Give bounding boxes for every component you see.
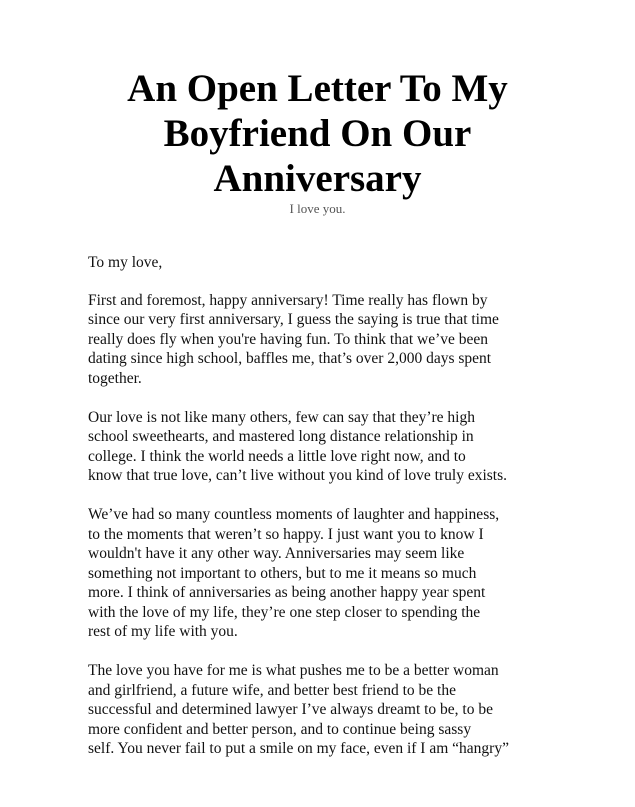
paragraph-line: school sweethearts, and mastered long distance relationship in [88, 428, 474, 445]
paragraph-line: college. I think the world needs a little love right now, and to [88, 447, 466, 465]
letter-greeting: To my love, [88, 254, 163, 271]
paragraph-line: together. [88, 369, 142, 387]
paragraph-line: something not important to others, but to me it means so much [88, 564, 477, 582]
paragraph-1 [88, 291, 568, 389]
paragraph-line: since our very first anniversary, I guess the saying is true that time [88, 311, 499, 328]
paragraph-line: more confident and better person, and to continue being sassy [88, 720, 472, 738]
paragraph-line: successful and determined lawyer I’ve always dreamt to be, to be [88, 701, 493, 718]
paragraph-line: rest of my life with you. [88, 623, 238, 640]
paragraph-line: wouldn't have it any other way. Anniversaries may seem like [88, 545, 465, 562]
paragraph-line: We’ve had so many countless moments of laughter and happiness, [88, 506, 500, 523]
letter-title [40, 66, 595, 201]
paragraph-line: to the moments that weren’t so happy. I just want you to know I [88, 525, 484, 543]
paragraph-3 [88, 505, 568, 642]
letter-body [88, 253, 568, 778]
letter-subtitle: I love you. [289, 201, 346, 216]
paragraph-line: Our love is not like many others, few can say that they’re high [88, 408, 475, 426]
title-line: An Open Letter To My [127, 67, 508, 110]
title-line: Boyfriend On Our [163, 112, 472, 155]
paragraph-line: The love you have for me is what pushes me to be a better woman [88, 662, 499, 679]
paragraph-line: First and foremost, happy anniversary! Time really has flown by [88, 291, 488, 309]
paragraph-line: more. I think of anniversaries as being another happy year spent [88, 584, 486, 601]
paragraph-line: know that true love, can’t live without you kind of love truly exists. [88, 467, 508, 484]
paragraph-2 [88, 408, 568, 486]
paragraph-line: with the love of my life, they’re one step closer to spending the [88, 603, 481, 621]
paragraph-line: and girlfriend, a future wife, and better best friend to be the [88, 681, 456, 699]
title-line: Anniversary [213, 157, 422, 200]
paragraph-line: really does fly when you're having fun. To think that we’ve been [88, 330, 489, 348]
paragraph-line: self. You never fail to put a smile on my face, even if I am “hangry” [88, 740, 509, 757]
paragraph-line: dating since high school, baffles me, that’s over 2,000 days spent [88, 350, 492, 367]
paragraph-4 [88, 661, 568, 759]
